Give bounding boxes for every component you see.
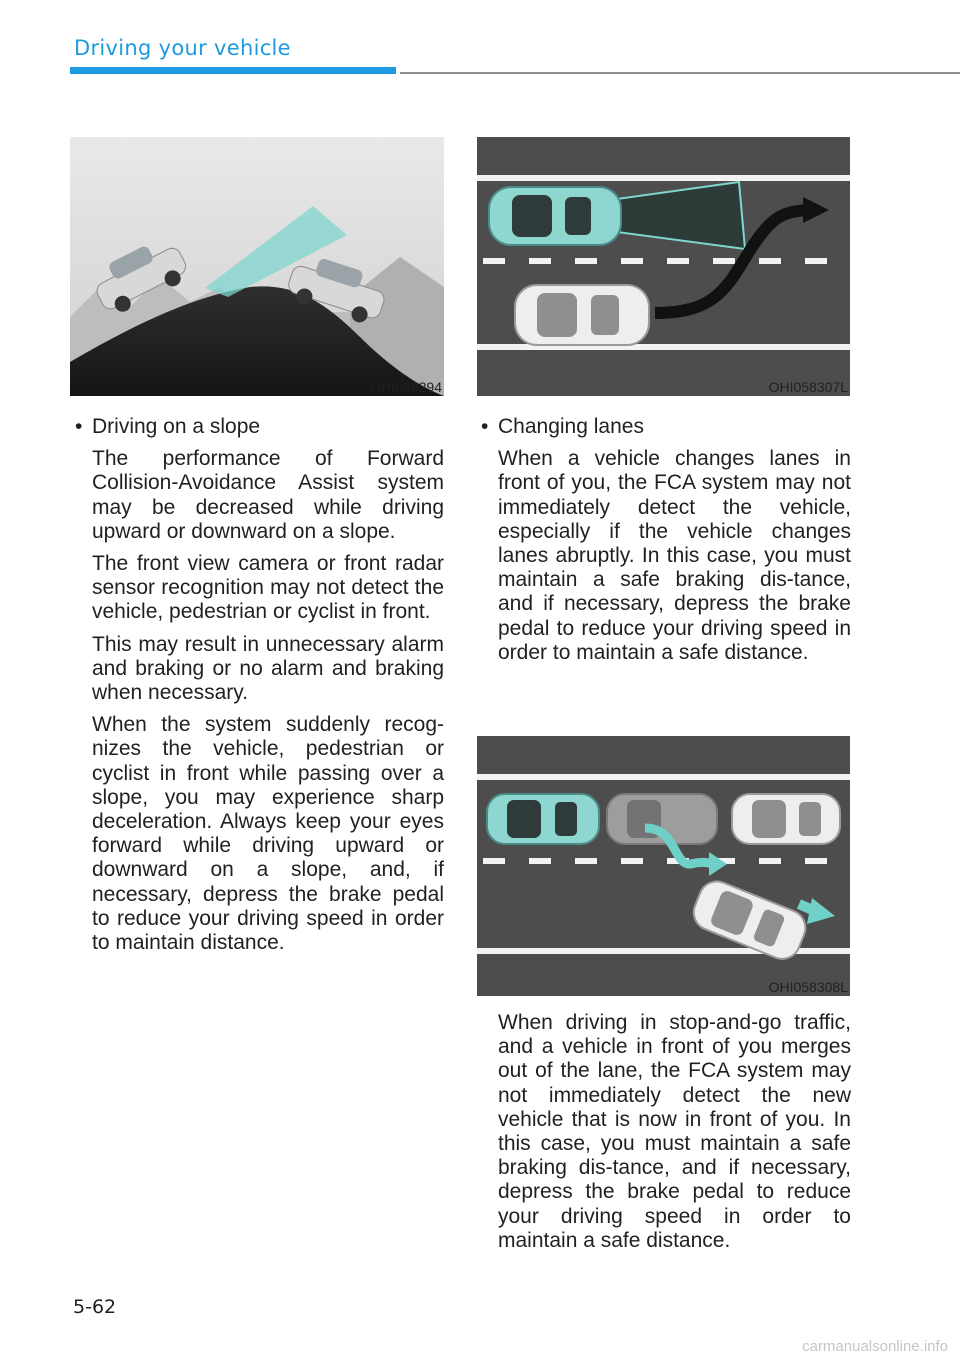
paragraph: When driving in stop-and-go traffic, and a vehicle in front of you merges out of the lane, the FCA system may not immediately detect the new vehicle that is now in front of you. In this case, you must maintain a safe braking dis-tance, and if necessary, depress the brake pedal to reduce your driving speed in order to maintain a safe distance.	[498, 1011, 851, 1252]
figure-stop-and-go	[477, 736, 850, 996]
bullet-heading-text: Changing lanes	[498, 415, 644, 438]
slope-illustration	[70, 137, 444, 396]
header-rule-accent	[70, 67, 396, 74]
merging-car-white	[515, 285, 649, 345]
right-column-top	[478, 415, 851, 673]
paragraph: This may result in unnecessary alarm and braking or no alarm and braking when necessary.	[92, 632, 444, 705]
header-rule	[400, 72, 960, 74]
own-car-teal	[489, 187, 621, 245]
figure-code: OHI058294	[370, 379, 442, 395]
bullet-dot: •	[75, 415, 83, 438]
paragraph: The front view camera or front radar sensor recognition may not detect the vehicle, pedestrian or cyclist in front.	[92, 552, 444, 624]
paragraph: When a vehicle changes lanes in front of you, the FCA system may not immediately detect the vehicle, especially if the vehicle changes lanes abruptly. In this case, you must maintain a safe braking dis-tance, and if necessary, depress the brake pedal to reduce your driving speed in order to maintain a safe distance.	[498, 447, 851, 664]
bullet-heading-text: Driving on a slope	[92, 415, 261, 438]
bullet-heading	[72, 415, 444, 439]
figure-slope	[70, 137, 444, 396]
bullet-heading	[478, 415, 851, 439]
lane-change-illustration	[477, 137, 850, 396]
left-column	[72, 415, 444, 963]
new-lead-car	[732, 794, 840, 844]
right-column-bottom	[498, 1011, 851, 1261]
watermark: carmanualsonline.info	[802, 1338, 948, 1355]
paragraph: The performance of Forward Collision-Avoidance Assist system may be decreased while driving upward or downward on a slope.	[92, 447, 444, 543]
figure-code: OHI058307L	[768, 379, 848, 395]
stop-and-go-illustration	[477, 736, 850, 996]
section-title: Driving your vehicle	[74, 36, 291, 60]
page-number: 5-62	[73, 1296, 117, 1318]
own-car-teal	[487, 794, 599, 844]
figure-code: OHI058308L	[768, 979, 848, 995]
bullet-dot: •	[481, 415, 489, 438]
figure-lane-change	[477, 137, 850, 396]
paragraph: When the system suddenly recog-nizes the vehicle, pedestrian or cyclist in front while passing over a slope, you may experience sharp deceleration. Always keep your eyes forward while driving upward or downward on a slope, and, if necessary, depress the brake pedal to reduce your driving speed in order to maintain distance.	[92, 713, 444, 955]
